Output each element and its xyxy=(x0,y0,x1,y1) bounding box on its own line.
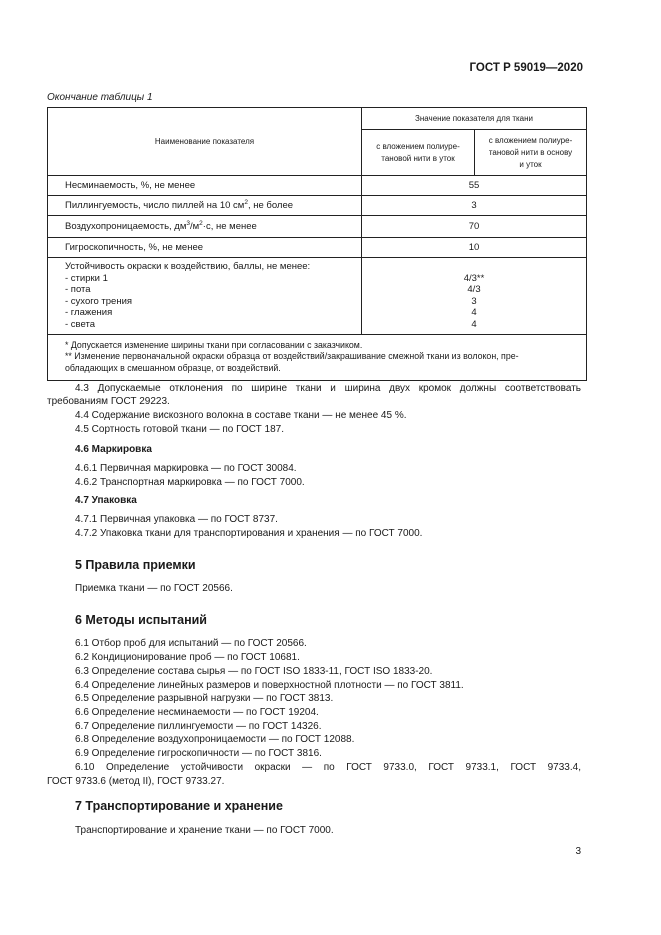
sub-header-weft xyxy=(362,130,475,176)
row-name-text-mid: /м xyxy=(190,221,200,232)
paragraph-4-6-2: 4.6.2 Транспортная маркировка — по ГОСТ 7000. xyxy=(75,477,305,488)
table-note-2-line1: ** Изменение первоначальной окраски образца от воздействий/закрашивание смежной ткани из волокон, пре- xyxy=(65,351,519,362)
paragraph-6-9: 6.9 Определение гигроскопичности — по ГОСТ 3816. xyxy=(75,748,322,759)
table-row-stability xyxy=(48,258,587,335)
sub-header-warp-weft-line2: тановой нити в основу xyxy=(488,147,573,157)
paragraph-7: Транспортирование и хранение ткани — по ГОСТ 7000. xyxy=(75,825,334,836)
stability-item-label: - глажения xyxy=(65,307,113,319)
sub-header-warp-weft-line3: и уток xyxy=(519,159,542,169)
document-id: ГОСТ Р 59019—2020 xyxy=(469,62,583,74)
table-notes xyxy=(48,334,587,381)
paragraph-6-10-line1: 6.10 Определение устойчивости окраски — по ГОСТ 9733.0, ГОСТ 9733.1, ГОСТ 9733.4, xyxy=(75,762,581,773)
paragraph-6-10-line2: ГОСТ 9733.6 (метод II), ГОСТ 9733.27. xyxy=(47,776,225,787)
table-row xyxy=(48,176,587,196)
section-6-heading: 6 Методы испытаний xyxy=(75,613,207,627)
row-name-text: Пиллингуемость, число пиллей на 10 см xyxy=(65,200,245,211)
paragraph-4-6-1: 4.6.1 Первичная маркировка — по ГОСТ 30084. xyxy=(75,463,297,474)
paragraph-6-4: 6.4 Определение линейных размеров и поверхностной плотности — по ГОСТ 3811. xyxy=(75,680,464,691)
row-name-sup: 2 xyxy=(244,198,248,206)
row-name-sup: 3 xyxy=(186,219,190,227)
heading-4-7: 4.7 Упаковка xyxy=(75,495,137,506)
stability-title: Устойчивость окраски к воздействию, баллы, не менее: xyxy=(65,261,311,272)
table-caption: Окончание таблицы 1 xyxy=(47,92,153,103)
table-note-1: * Допускается изменение ширины ткани при согласовании с заказчиком. xyxy=(65,339,363,350)
heading-4-6: 4.6 Маркировка xyxy=(75,444,152,455)
stability-item-value: 4 xyxy=(471,318,477,330)
stability-values xyxy=(362,258,587,335)
row-name xyxy=(48,196,362,216)
paragraph-4-7-2: 4.7.2 Упаковка ткани для транспортирования и хранения — по ГОСТ 7000. xyxy=(75,528,423,539)
paragraph-4-5: 4.5 Сортность готовой ткани — по ГОСТ 187. xyxy=(75,424,284,435)
stability-item-label: - света xyxy=(65,318,95,330)
table-row xyxy=(48,216,587,238)
col-value-header: Значение показателя для ткани xyxy=(362,108,587,130)
sub-header-weft-line1: с вложением полиуре- xyxy=(376,141,460,151)
stability-names xyxy=(48,258,362,335)
row-name-text-end: ·с, не менее xyxy=(202,221,257,232)
table-notes-row xyxy=(48,334,587,381)
paragraph-6-5: 6.5 Определение разрывной нагрузки — по ГОСТ 3813. xyxy=(75,693,334,704)
paragraph-4-7-1: 4.7.1 Первичная упаковка — по ГОСТ 8737. xyxy=(75,514,278,525)
table-row xyxy=(48,196,587,216)
stability-item-value: 4/3 xyxy=(467,284,481,296)
page-number: 3 xyxy=(575,846,581,857)
paragraph-6-3: 6.3 Определение состава сырья — по ГОСТ ISO 1833-11, ГОСТ ISO 1833-20. xyxy=(75,666,433,677)
paragraph-4-4: 4.4 Содержание вискозного волокна в составе ткани — не менее 45 %. xyxy=(75,410,407,421)
row-value: 10 xyxy=(362,238,587,258)
row-name: Гигроскопичность, %, не менее xyxy=(48,238,362,258)
stability-item-value: 4 xyxy=(471,307,477,319)
row-name-text: Воздухопроницаемость, дм xyxy=(65,221,187,232)
stability-item-label: - стирки 1 xyxy=(65,272,108,284)
paragraph-6-6: 6.6 Определение несминаемости — по ГОСТ 19204. xyxy=(75,707,319,718)
properties-table xyxy=(47,107,587,381)
sub-header-weft-line2: тановой нити в уток xyxy=(381,153,455,163)
row-name-text-end: , не более xyxy=(247,200,294,211)
stability-item-value: 3 xyxy=(471,295,477,307)
sub-header-warp-weft-line1: с вложением полиуре- xyxy=(488,135,573,145)
row-value: 3 xyxy=(362,196,587,216)
paragraph-4-3-line1: 4.3 Допускаемые отклонения по ширине ткани и ширина двух кромок должны соответствовать xyxy=(75,383,581,394)
section-7-heading: 7 Транспортирование и хранение xyxy=(75,799,283,813)
stability-item-label: - пота xyxy=(65,284,91,296)
table-note-2-line2: обладающих в смешанном образце, от воздействий. xyxy=(65,362,281,373)
stability-item-value: 4/3** xyxy=(463,272,485,284)
paragraph-6-1: 6.1 Отбор проб для испытаний — по ГОСТ 20566. xyxy=(75,638,307,649)
col-name-header: Наименование показателя xyxy=(48,108,362,176)
paragraph-6-8: 6.8 Определение воздухопроницаемости — по ГОСТ 12088. xyxy=(75,734,355,745)
stability-item-label: - сухого трения xyxy=(65,295,133,307)
section-5-heading: 5 Правила приемки xyxy=(75,558,196,572)
row-name: Несминаемость, %, не менее xyxy=(48,176,362,196)
paragraph-6-2: 6.2 Кондиционирование проб — по ГОСТ 10681. xyxy=(75,652,300,663)
row-value: 70 xyxy=(362,216,587,238)
paragraph-5: Приемка ткани — по ГОСТ 20566. xyxy=(75,583,233,594)
row-name-sup: 2 xyxy=(199,219,203,227)
paragraph-6-7: 6.7 Определение пиллингуемости — по ГОСТ 14326. xyxy=(75,721,322,732)
row-value: 55 xyxy=(362,176,587,196)
paragraph-4-3-line2: требованиям ГОСТ 29223. xyxy=(47,396,170,407)
table-row xyxy=(48,238,587,258)
sub-header-warp-weft xyxy=(475,130,587,176)
row-name xyxy=(48,216,362,238)
